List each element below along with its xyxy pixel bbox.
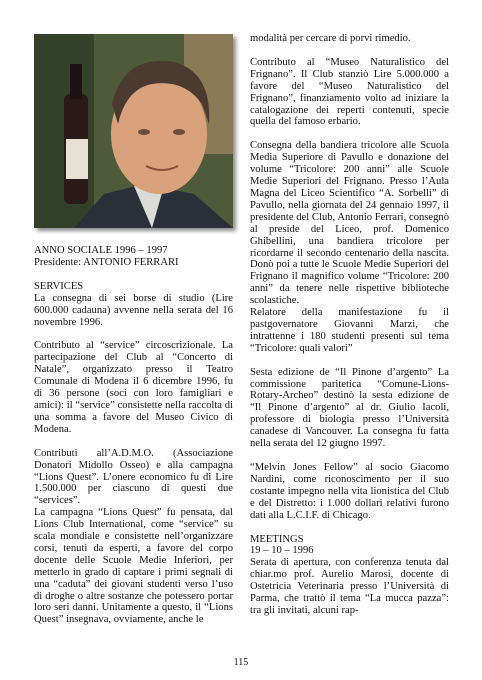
paragraph: Contributo al “service” circoscrizionale. La partecipazione del Club al “Concerto di Natale”, organizzato presso il Teatro Comunale di Modena il 6 dicembre 1996, fu di 36 persone (soci con loro famigliari e amici): il “service” consistette nella raccolta di una somma a favore del Museo Civico di Modena.: [34, 340, 233, 435]
meetings-title: MEETINGS: [250, 533, 304, 545]
paragraph: La consegna di sei borse di studio (Lire 600.000 cadauna) avvenne nella serata del 16 novembre 1996.: [34, 292, 233, 328]
portrait-photo: [34, 34, 233, 228]
paragraph: Relatore della manifestazione fu il pastgovernatore Giovanni Marzi, che intrattenne i 180 studenti presenti sul tema “Tricolore: quali valori”: [250, 307, 449, 354]
paragraph: Serata di apertura, con conferenza tenuta dal chiar.mo prof. Aurelio Marosi, docente di Ostetricia Veterinaria presso l’Università di Parma, che trattò il tema “La mucca pazza”: tra gli invitati, alcuni rap-: [250, 557, 449, 616]
paragraph: Contributo al “Museo Naturalistico del Frignano”. Il Club stanziò Lire 5.000.000 a favore del “Museo Naturalistico del Frignano”, finanziamento volto ad iniziare la catalogazione dei reperti contenuti, specie quella del famoso erbario.: [250, 56, 449, 128]
paragraph: Consegna della bandiera tricolore alle Scuola Media Superiore di Pavullo e donazione del volume “Tricolore: 200 anni” alle Scuole Medie Superiori del Frignano. Presso l’Aula Magna del Liceo Scientifico “A. Sorbelli” di Pavullo, nella giornata del 24 gennaio 1997, il presidente del Club, Antonio Ferrari, consegnò al preside del Liceo, prof. Domenico Ghibellini, una bandiera tricolore per ricordarne il secondo centenario della nascita. Donò poi a tutte le Scuole Medie Superiori del Frignano il magnifico volume “Tricolore: 200 anni” da tenere nelle rispettive biblioteche scolastiche.: [250, 140, 449, 307]
services-title: SERVICES: [34, 280, 84, 292]
left-column: [34, 245, 233, 638]
year-heading: ANNO SOCIALE 1996 – 1997: [34, 245, 168, 256]
paragraph: Contributi all’A.D.M.O. (Associazione Donatori Midollo Osseo) e alla campagna “Lions Quest”. L’onere economico fu di Lire 1.500.000 per ciascuno di questi due “services”.: [34, 447, 233, 507]
president-heading: Presidente: ANTONIO FERRARI: [34, 256, 179, 268]
meetings-date: 19 – 10 – 1996: [250, 545, 314, 557]
paragraph: La campagna “Lions Quest” fu pensata, dal Lions Club International, come “service” su scala mondiale e consistette nell’organizzare corsi, tenuti da esperti, a favore del corpo docente delle Scuole Medie Inferiori, per metterlo in grado di captare i primi segnali di una “caduta” dei giovani studenti verso l’uso di droghe o altre sostanze che potessero portar loro seri danni. Unitamente a questo, il “Lions Quest” insegnava, ovviamente, anche le: [34, 507, 233, 626]
paragraph: modalità per cercare di porvi rimedio.: [250, 33, 411, 44]
paragraph: “Melvin Jones Fellow” al socio Giacomo Nardini, come riconoscimento per il suo costante impegno nella vita lionistica del Club e del Distretto: i 1.000 dollari relativi furono dati alla L.C.I.F. di Chicago.: [250, 462, 449, 521]
page-number: 115: [233, 657, 249, 668]
paragraph: Sesta edizione de “Il Pinone d’argento” La commissione paritetica “Comune-Lions-Rotary-Archeo” destinò la sesta edizione de “Il Pinone d’argento” al dr. Giulio Iacoli, professore di biologia presso l’Università canadese di Vancouver. La consegna fu fatta nella serata del 12 giugno 1997.: [250, 366, 449, 450]
right-column: [250, 33, 449, 629]
